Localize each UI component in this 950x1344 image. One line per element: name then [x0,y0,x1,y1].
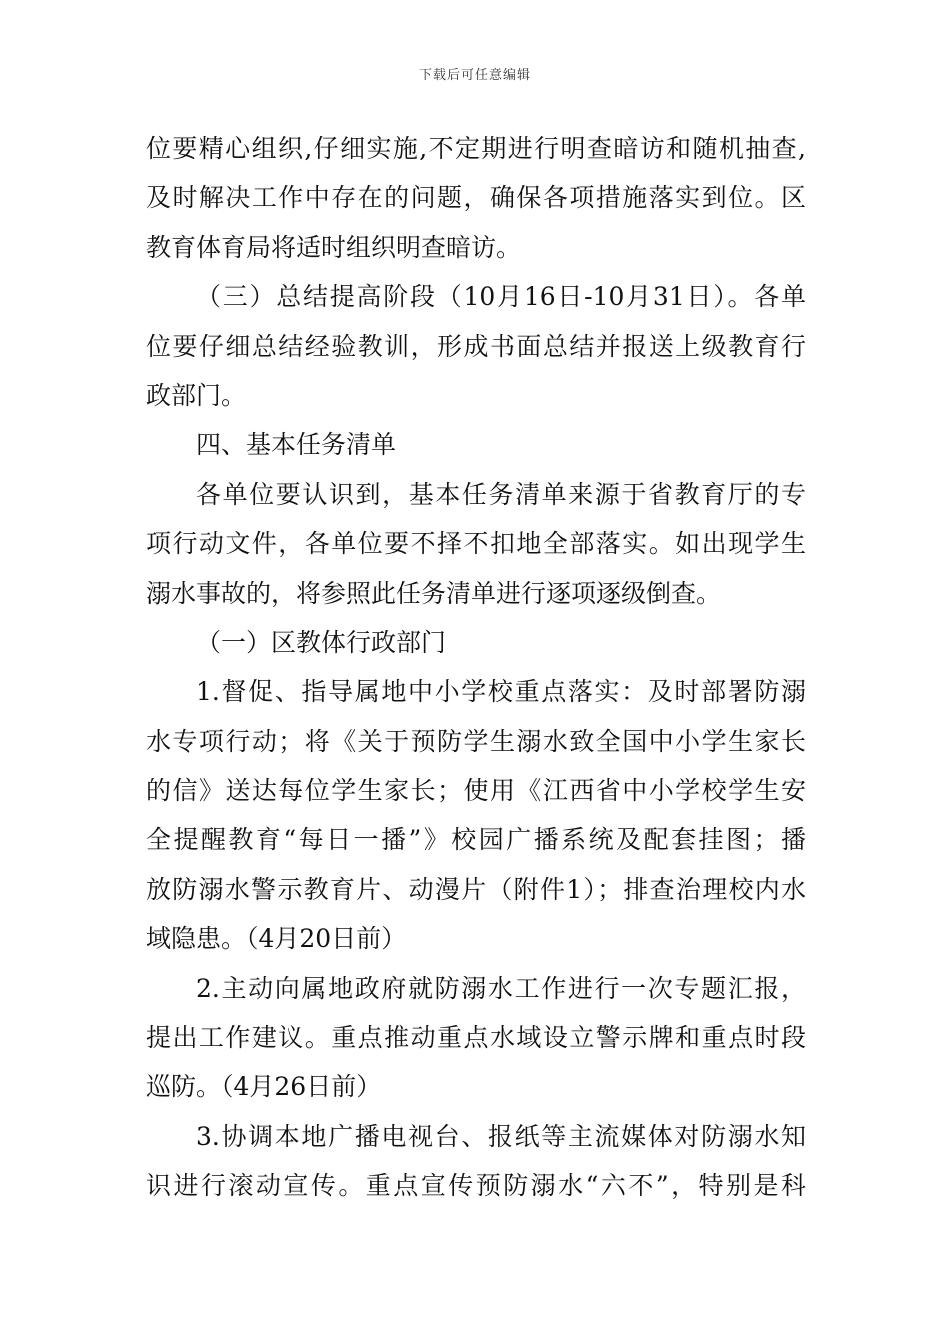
list-item-line: 3.协调本地广播电视台、报纸等主流媒体对防溺水知 [196,1121,806,1151]
body-line: 的信》送达每位学生家长；使用《江西省中小学校学生安 [146,776,806,806]
body-line: 位要精心组织,仔细实施,不定期进行明查暗访和随机抽查, [146,134,806,163]
body-line: 各单位要认识到，基本任务清单来源于省教育厅的专 [196,479,806,509]
document-body [146,124,806,1211]
body-line: 识进行滚动宣传。重点宣传预防溺水“六不”，特别是科 [146,1171,806,1201]
body-line: 教育体育局将适时组织明查暗访。 [146,232,522,262]
body-line: 放防溺水警示教育片、动漫片（附件1）；排查治理校内水 [146,874,806,904]
page-header: 下载后可任意编辑 [418,68,531,83]
body-line: 溺水事故的，将参照此任务清单进行逐项逐级倒查。 [146,578,722,608]
body-line: 全提醒教育“每日一播”》校园广播系统及配套挂图；播 [146,825,806,855]
subsection-heading: （一）区教体行政部门 [196,627,447,657]
list-item-line: 2.主动向属地政府就防溺水工作进行一次专题汇报， [196,973,806,1003]
body-line: 政部门。 [146,380,247,410]
list-item-line: 1.督促、指导属地中小学校重点落实：及时部署防溺 [196,677,806,707]
body-line: 域隐患。（4月20日前） [146,924,407,954]
body-line: 位要仔细总结经验教训，形成书面总结并报送上级教育行 [146,331,806,361]
section-heading-line: （三）总结提高阶段（10月16日-10月31日）。各单 [196,282,806,312]
body-line: 水专项行动；将《关于预防学生溺水致全国中小学生家长 [146,726,806,756]
body-line: 及时解决工作中存在的问题，确保各项措施落实到位。区 [146,183,806,213]
body-line: 巡防。（4月26日前） [146,1072,382,1102]
body-line: 项行动文件，各单位要不择不扣地全部落实。如出现学生 [146,529,806,559]
body-line: 提出工作建议。重点推动重点水域设立警示牌和重点时段 [146,1023,806,1053]
section-heading: 四、基本任务清单 [196,430,397,460]
